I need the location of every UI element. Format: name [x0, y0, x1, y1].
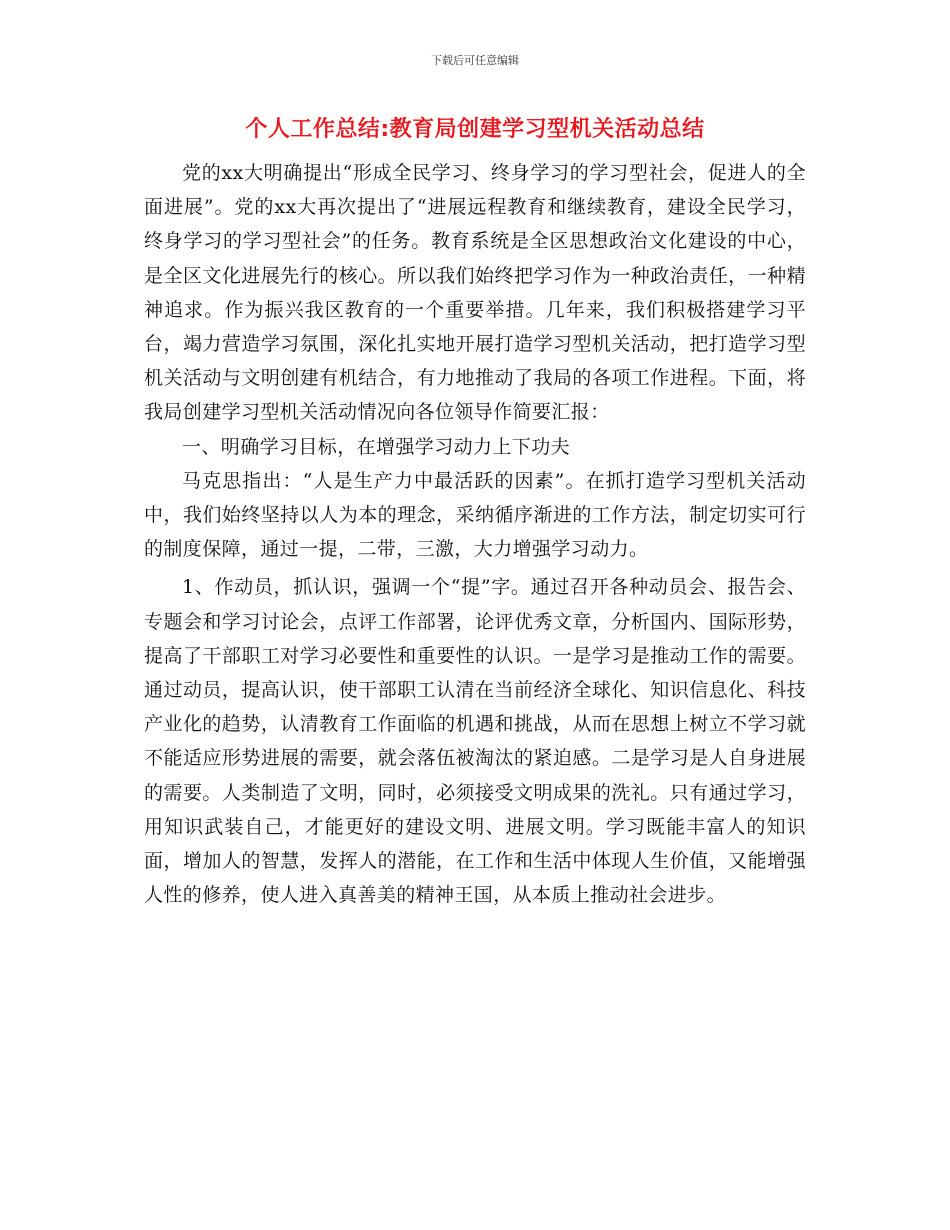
- section-heading-1: 一、明确学习目标，在增强学习动力上下功夫: [182, 435, 571, 458]
- paragraph-marx-quote: 马克思指出：“人是生产力中最活跃的因素”。在抓打造学习型机关活动中，我们始终坚持以人为本的理念，采纳循序渐进的工作方法，制定切实可行的制度保障，通过一提，二带，三激，大力增强学习动力。: [144, 469, 806, 561]
- document-title: 个人工作总结:教育局创建学习型机关活动总结: [245, 117, 705, 142]
- document-body: [144, 156, 806, 912]
- paragraph-item-1: 1、作动员，抓认识，强调一个“提”字。通过召开各种动员会、报告会、专题会和学习讨论会，点评工作部署，论评优秀文章，分析国内、国际形势，提高了干部职工对学习必要性和重要性的认识。一是学习是推动工作的需要。通过动员，提高认识，使干部职工认清在当前经济全球化、知识信息化、科技产业化的趋势，认清教育工作面临的机遇和挑战，从而在思想上树立不学习就不能适应形势进展的需要，就会落伍被淘汰的紧迫感。二是学习是人自身进展的需要。人类制造了文明，同时，必须接受文明成果的洗礼。只有通过学习，用知识武装自己，才能更好的建设文明、进展文明。学习既能丰富人的知识面，增加人的智慧，发挥人的潜能，在工作和生活中体现人生价值，又能增强人性的修养，使人进入真善美的精神王国，从本质上推动社会进步。: [144, 576, 806, 907]
- paragraph-intro: 党的xx大明确提出“形成全民学习、终身学习的学习型社会，促进人的全面进展”。党的xx大再次提出了“进展远程教育和继续教育，建设全民学习，终身学习的学习型社会”的任务。教育系统是全区思想政治文化建设的中心，是全区文化进展先行的核心。所以我们始终把学习作为一种政治责任，一种精神追求。作为振兴我区教育的一个重要举措。几年来，我们积极搭建学习平台，竭力营造学习氛围，深化扎实地开展打造学习型机关活动，把打造学习型机关活动与文明创建有机结合，有力地推动了我局的各项工作进程。下面，将我局创建学习型机关活动情况向各位领导作简要汇报：: [144, 162, 806, 424]
- header-note: 下载后可任意编辑: [431, 54, 519, 67]
